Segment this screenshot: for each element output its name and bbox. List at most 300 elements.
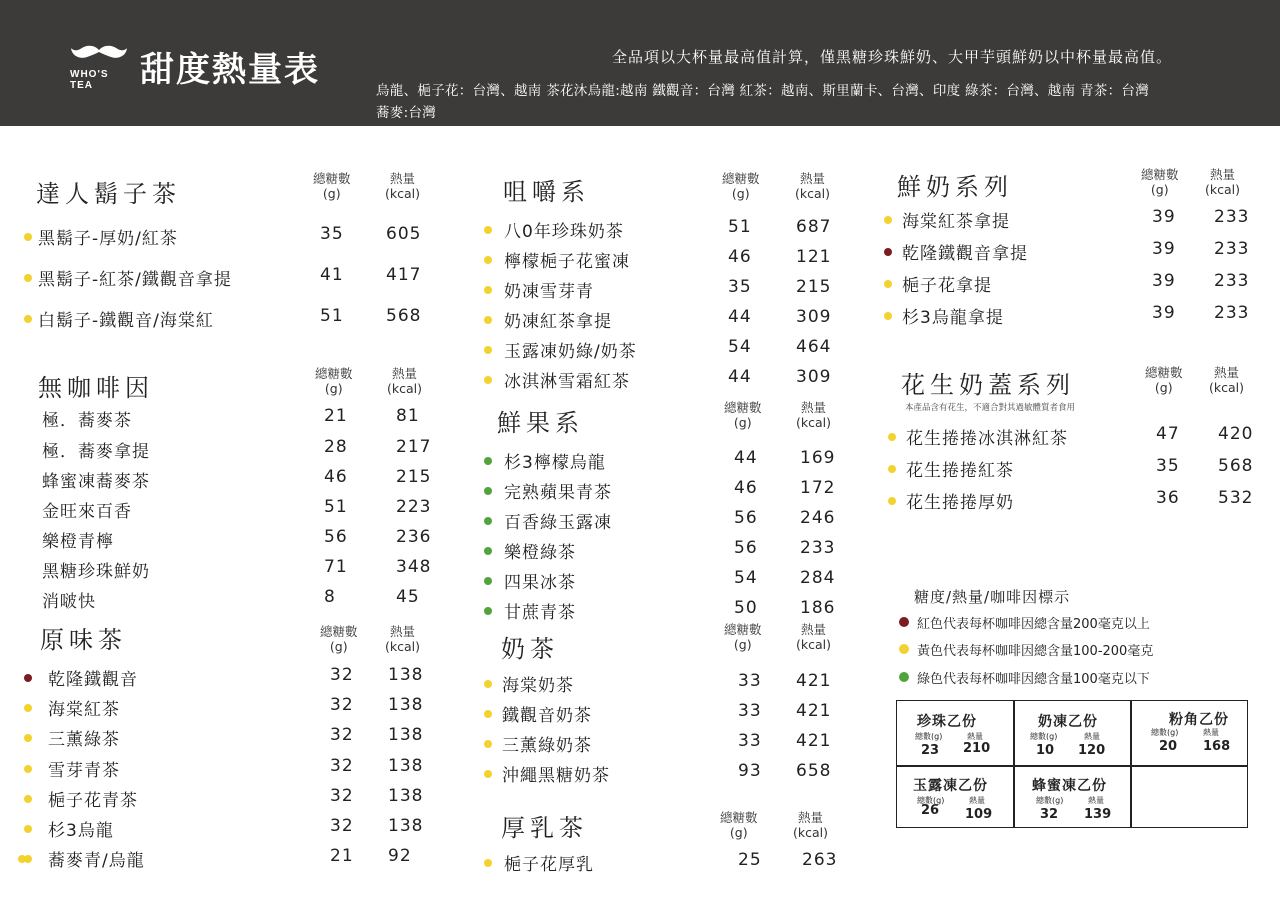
item-calories: 215 (396, 467, 432, 487)
item-name: 蕎麥青/烏龍 (48, 851, 145, 871)
item-name: 奶凍雪芽青 (504, 282, 594, 302)
item-calories: 233 (1214, 271, 1250, 291)
item-name: 梔子花拿提 (902, 276, 992, 296)
original-row (22, 846, 412, 871)
freshmilk-cal-column-header (1205, 167, 1240, 197)
item-calories: 417 (386, 265, 422, 285)
section-title-thickmilk: 厚乳茶 (501, 814, 588, 842)
item-calories: 421 (796, 701, 832, 721)
origin-line-1: 烏龍、梔子花：台灣、越南 茶花沐烏龍:越南 鐵觀音：台灣 紅茶：越南、斯里蘭卡、台灣、印度 綠茶：台灣、越南 青茶：台灣 (376, 83, 1150, 99)
item-name: 海棠紅茶拿提 (902, 212, 1010, 232)
item-name: 極．蕎麥拿提 (42, 442, 150, 462)
addon-sugar: 20 (1159, 739, 1178, 754)
column-header-label: 熱量 (800, 622, 826, 637)
item-sugar: 54 (734, 568, 758, 588)
column-header-unit: (kcal) (1209, 380, 1244, 395)
origin-line-2: 蕎麥:台灣 (376, 105, 437, 121)
yellow-dot-icon (484, 346, 492, 354)
item-sugar: 51 (728, 217, 752, 237)
column-header-unit: (kcal) (795, 186, 830, 201)
item-name: 杉3烏龍拿提 (902, 308, 1004, 328)
column-header-label: 總糖數 (315, 366, 353, 381)
item-name: 杉3檸檬烏龍 (504, 453, 606, 473)
green-dot-icon (484, 487, 492, 495)
freshmilk-row (884, 207, 1264, 231)
yellow-dot-icon (24, 315, 32, 323)
section-title-milktea: 奶茶 (501, 635, 559, 663)
header-bar (0, 0, 1280, 126)
item-calories: 233 (1214, 303, 1250, 323)
section-title-chewy: 咀嚼系 (503, 178, 590, 206)
decaf-row (22, 497, 432, 522)
red-dot-icon (884, 248, 892, 256)
milktea-row (484, 731, 864, 755)
item-calories: 532 (1218, 488, 1254, 508)
column-header-label: 熱量 (391, 366, 417, 381)
item-name: 金旺來百香 (42, 502, 132, 522)
thickmilk-row (484, 850, 864, 874)
legend-text: 綠色代表每杯咖啡因總含量100毫克以下 (917, 672, 1150, 687)
addon-name: 奶凍乙份 (1038, 714, 1098, 730)
item-sugar: 44 (728, 307, 752, 327)
item-sugar: 25 (738, 850, 762, 870)
red-dot-icon (24, 674, 32, 682)
item-name: 極．蕎麥茶 (42, 411, 132, 431)
item-calories: 568 (1218, 456, 1254, 476)
yellow-dot-icon (888, 433, 896, 441)
item-name: 白鬍子-鐵觀音/海棠紅 (38, 311, 214, 331)
yellow-dot-icon (484, 256, 492, 264)
original-row (22, 756, 424, 781)
yellow-dot-icon (484, 286, 492, 294)
addon-cal-label: 熱量 (1088, 796, 1104, 805)
item-sugar: 71 (324, 557, 348, 577)
green-dot-icon (484, 457, 492, 465)
item-calories: 263 (802, 850, 838, 870)
item-sugar: 47 (1156, 424, 1180, 444)
item-name: 花生捲捲冰淇淋紅茶 (906, 429, 1068, 449)
item-calories: 658 (796, 761, 832, 781)
item-sugar: 56 (734, 538, 758, 558)
yellow-dot-icon (18, 855, 26, 863)
item-calories: 138 (388, 725, 424, 745)
original-row (22, 725, 424, 750)
item-calories: 233 (800, 538, 836, 558)
original-row (22, 816, 424, 841)
column-header-unit: (kcal) (387, 381, 422, 396)
section-title-decaf: 無咖啡因 (38, 374, 154, 402)
yellow-dot-icon (484, 859, 492, 867)
item-calories: 420 (1218, 424, 1254, 444)
original-row (22, 786, 424, 811)
item-name: 樂橙綠茶 (504, 543, 576, 563)
decaf-sugar-column-header (315, 366, 353, 396)
column-header-label: 熱量 (389, 624, 415, 639)
yellow-dot-icon (484, 376, 492, 384)
item-name: 蜂蜜凍蕎麥茶 (42, 472, 150, 492)
column-header-unit: (g) (322, 186, 341, 201)
item-calories: 464 (796, 337, 832, 357)
addon-cal: 210 (963, 741, 991, 756)
column-header-unit: (kcal) (385, 639, 420, 654)
item-sugar: 35 (320, 224, 344, 244)
section-title-master: 達人鬍子茶 (36, 180, 181, 208)
section-title-original: 原味茶 (40, 626, 127, 654)
chewy-row (484, 277, 864, 301)
decaf-cal-column-header (387, 366, 422, 396)
item-name: 黑糖珍珠鮮奶 (42, 562, 150, 582)
item-sugar: 39 (1152, 271, 1176, 291)
addon-cal-label: 熱量 (1084, 732, 1100, 741)
addon-sugar: 32 (1040, 807, 1059, 822)
item-sugar: 93 (738, 761, 762, 781)
fruit-row (484, 568, 864, 592)
item-calories: 284 (800, 568, 836, 588)
yellow-dot-icon (24, 765, 32, 773)
item-sugar: 28 (324, 437, 348, 457)
addon-cal: 139 (1084, 807, 1112, 822)
yellow-dot-icon (484, 226, 492, 234)
milktea-cal-column-header (796, 622, 831, 652)
item-name: 乾隆鐵觀音 (48, 670, 138, 690)
item-calories: 687 (796, 217, 832, 237)
item-sugar: 36 (1156, 488, 1180, 508)
item-calories: 605 (386, 224, 422, 244)
item-calories: 138 (388, 816, 424, 836)
item-calories: 236 (396, 527, 432, 547)
addon-cell (1014, 767, 1130, 827)
master-cal-column-header (385, 171, 420, 201)
column-header-label: 總糖數 (320, 624, 358, 639)
original-sugar-column-header (320, 624, 358, 654)
peanut-row (888, 488, 1268, 512)
addon-sugar: 26 (921, 803, 940, 818)
red-dot-icon (899, 617, 909, 627)
fruit-row (484, 478, 864, 502)
column-header-label: 熱量 (1213, 365, 1239, 380)
peanut-row (888, 424, 1268, 448)
item-name: 百香綠玉露凍 (504, 513, 612, 533)
item-name: 雪芽青茶 (48, 761, 120, 781)
item-sugar: 32 (330, 816, 354, 836)
item-calories: 217 (396, 437, 432, 457)
column-header-label: 熱量 (1209, 167, 1235, 182)
item-calories: 172 (800, 478, 836, 498)
chewy-row (484, 247, 864, 271)
peanut-row (888, 456, 1268, 480)
addon-table (896, 700, 1248, 828)
yellow-dot-icon (888, 497, 896, 505)
item-calories: 348 (396, 557, 432, 577)
item-name: 三薰綠奶茶 (502, 736, 592, 756)
addon-sugar-label: 總數(g) (1151, 728, 1179, 737)
item-calories: 309 (796, 367, 832, 387)
green-dot-icon (484, 607, 492, 615)
item-name: 三薰綠茶 (48, 730, 120, 750)
green-dot-icon (484, 517, 492, 525)
item-calories: 92 (388, 846, 412, 866)
item-calories: 215 (796, 277, 832, 297)
thickmilk-sugar-column-header (720, 810, 758, 840)
freshmilk-row (884, 271, 1264, 295)
item-name: 花生捲捲紅茶 (906, 461, 1014, 481)
item-sugar: 32 (330, 725, 354, 745)
item-calories: 309 (796, 307, 832, 327)
column-header-unit: (kcal) (796, 415, 831, 430)
peanut-sugar-column-header (1145, 365, 1183, 395)
item-name: 沖繩黑糖奶茶 (502, 766, 610, 786)
milktea-row (484, 671, 864, 695)
master-row (22, 224, 422, 249)
column-header-label: 熱量 (389, 171, 415, 186)
decaf-row (22, 557, 432, 582)
chewy-row (484, 337, 864, 361)
column-header-unit: (g) (329, 639, 348, 654)
legend-text: 紅色代表每杯咖啡因總含量200毫克以上 (917, 617, 1150, 632)
milktea-row (484, 701, 864, 725)
item-calories: 45 (396, 587, 420, 607)
item-calories: 233 (1214, 207, 1250, 227)
item-sugar: 32 (330, 756, 354, 776)
chewy-sugar-column-header (722, 171, 760, 201)
chewy-row (484, 307, 864, 331)
item-calories: 121 (796, 247, 832, 267)
freshmilk-sugar-column-header (1141, 167, 1179, 197)
item-sugar: 21 (324, 406, 348, 426)
page-title: 甜度熱量表 (140, 50, 320, 90)
item-sugar: 51 (320, 306, 344, 326)
item-sugar: 39 (1152, 303, 1176, 323)
item-name: 玉露凍奶綠/奶茶 (504, 342, 637, 362)
column-header-label: 總糖數 (724, 622, 762, 637)
milktea-row (484, 761, 864, 785)
column-header-unit: (kcal) (1205, 182, 1240, 197)
item-name: 樂橙青檸 (42, 532, 114, 552)
mustache-icon (70, 44, 128, 62)
fruit-cal-column-header (796, 400, 831, 430)
item-sugar: 54 (728, 337, 752, 357)
addon-name: 蜂蜜凍乙份 (1032, 778, 1107, 794)
item-calories: 186 (800, 598, 836, 618)
addon-sugar-label: 總數(g) (917, 796, 945, 805)
chewy-row (484, 217, 864, 241)
yellow-dot-icon (484, 740, 492, 748)
yellow-dot-icon (24, 825, 32, 833)
item-calories: 169 (800, 448, 836, 468)
green-dot-icon (484, 577, 492, 585)
item-name: 黑鬍子-紅茶/鐵觀音拿提 (38, 270, 232, 290)
column-header-label: 總糖數 (724, 400, 762, 415)
item-sugar: 39 (1152, 207, 1176, 227)
decaf-row (22, 527, 432, 552)
item-sugar: 44 (728, 367, 752, 387)
item-calories: 421 (796, 731, 832, 751)
item-sugar: 51 (324, 497, 348, 517)
original-cal-column-header (385, 624, 420, 654)
chewy-row (484, 367, 864, 391)
column-header-unit: (kcal) (796, 637, 831, 652)
item-sugar: 33 (738, 671, 762, 691)
item-name: 鐵觀音奶茶 (502, 706, 592, 726)
item-calories: 233 (1214, 239, 1250, 259)
legend-title: 糖度/熱量/咖啡因標示 (914, 588, 1071, 606)
thickmilk-cal-column-header (793, 810, 828, 840)
addon-cal-label: 熱量 (969, 796, 985, 805)
item-sugar: 41 (320, 265, 344, 285)
item-calories: 138 (388, 695, 424, 715)
fruit-row (484, 538, 864, 562)
header-note: 全品項以大杯量最高值計算，僅黑糖珍珠鮮奶、大甲芋頭鮮奶以中杯量最高值。 (612, 48, 1173, 66)
green-dot-icon (899, 672, 909, 682)
freshmilk-row (884, 303, 1264, 327)
column-header-unit: (g) (729, 825, 748, 840)
item-sugar: 44 (734, 448, 758, 468)
peanut-cal-column-header (1209, 365, 1244, 395)
decaf-row (22, 467, 432, 492)
item-name: 黑鬍子-厚奶/紅茶 (38, 229, 178, 249)
item-calories: 138 (388, 786, 424, 806)
item-calories: 223 (396, 497, 432, 517)
freshmilk-row (884, 239, 1264, 263)
item-sugar: 32 (330, 786, 354, 806)
item-sugar: 56 (734, 508, 758, 528)
column-header-unit: (kcal) (385, 186, 420, 201)
item-name: 海棠奶茶 (502, 676, 574, 696)
column-header-unit: (g) (1150, 182, 1169, 197)
yellow-dot-icon (484, 316, 492, 324)
addon-name: 珍珠乙份 (917, 714, 977, 730)
decaf-row (22, 406, 420, 431)
yellow-dot-icon (899, 644, 909, 654)
item-sugar: 39 (1152, 239, 1176, 259)
section-title-freshmilk: 鮮奶系列 (897, 173, 1013, 201)
item-calories: 138 (388, 665, 424, 685)
item-calories: 138 (388, 756, 424, 776)
column-header-unit: (g) (733, 637, 752, 652)
yellow-dot-icon (24, 274, 32, 282)
item-sugar: 46 (734, 478, 758, 498)
item-name: 檸檬梔子花蜜凍 (504, 252, 630, 272)
yellow-dot-icon (484, 770, 492, 778)
item-name: 完熟蘋果青茶 (504, 483, 612, 503)
item-sugar: 33 (738, 701, 762, 721)
legend-text: 黃色代表每杯咖啡因總含量100-200毫克 (917, 644, 1154, 659)
yellow-dot-icon (888, 465, 896, 473)
decaf-row (22, 587, 420, 612)
item-calories: 246 (800, 508, 836, 528)
addon-sugar-label: 總數(g) (1036, 796, 1064, 805)
yellow-dot-icon (24, 233, 32, 241)
item-name: 消啵快 (42, 592, 96, 612)
item-name: 梔子花厚乳 (504, 855, 594, 875)
addon-cal: 120 (1078, 743, 1106, 758)
column-header-label: 熱量 (799, 171, 825, 186)
item-name: 花生捲捲厚奶 (906, 493, 1014, 513)
item-name: 四果冰茶 (504, 573, 576, 593)
fruit-sugar-column-header (724, 400, 762, 430)
addon-cal: 109 (965, 807, 993, 822)
item-name: 八0年珍珠奶茶 (504, 222, 624, 242)
master-row (22, 265, 422, 290)
item-name: 冰淇淋雪霜紅茶 (504, 372, 630, 392)
item-sugar: 32 (330, 695, 354, 715)
addon-sugar: 10 (1036, 743, 1055, 758)
item-name: 奶凍紅茶拿提 (504, 312, 612, 332)
addon-sugar: 23 (921, 743, 940, 758)
column-header-unit: (g) (324, 381, 343, 396)
item-calories: 568 (386, 306, 422, 326)
yellow-dot-icon (24, 704, 32, 712)
item-name: 乾隆鐵觀音拿提 (902, 244, 1028, 264)
item-sugar: 46 (324, 467, 348, 487)
addon-cell (897, 701, 1013, 765)
addon-cal-label: 熱量 (967, 732, 983, 741)
column-header-unit: (g) (731, 186, 750, 201)
item-sugar: 35 (1156, 456, 1180, 476)
addon-cell (1014, 701, 1130, 765)
column-header-label: 熱量 (800, 400, 826, 415)
item-name: 甘蔗青茶 (504, 603, 576, 623)
column-header-unit: (g) (1154, 380, 1173, 395)
item-sugar: 21 (330, 846, 354, 866)
section-title-peanut: 花生奶蓋系列 (901, 371, 1075, 399)
item-sugar: 46 (728, 247, 752, 267)
master-sugar-column-header (313, 171, 351, 201)
column-header-unit: (g) (733, 415, 752, 430)
milktea-sugar-column-header (724, 622, 762, 652)
chewy-cal-column-header (795, 171, 830, 201)
item-calories: 421 (796, 671, 832, 691)
addon-sugar-label: 總數(g) (915, 732, 943, 741)
fruit-row (484, 508, 864, 532)
logo-text: WHO'S TEA (70, 69, 109, 91)
master-row (22, 306, 422, 331)
item-sugar: 35 (728, 277, 752, 297)
decaf-row (22, 437, 432, 462)
column-header-label: 總糖數 (722, 171, 760, 186)
yellow-dot-icon (484, 710, 492, 718)
column-header-unit: (kcal) (793, 825, 828, 840)
yellow-dot-icon (24, 795, 32, 803)
item-name: 梔子花青茶 (48, 791, 138, 811)
addon-cell (897, 767, 1013, 827)
item-name: 杉3烏龍 (48, 821, 114, 841)
yellow-dot-icon (884, 312, 892, 320)
addon-name: 粉角乙份 (1169, 712, 1229, 728)
column-header-label: 總糖數 (720, 810, 758, 825)
column-header-label: 總糖數 (1141, 167, 1179, 182)
addon-cell (1131, 701, 1247, 765)
item-sugar: 32 (330, 665, 354, 685)
original-row (22, 665, 424, 690)
column-header-label: 總糖數 (313, 171, 351, 186)
origin-info (376, 80, 1266, 124)
yellow-dot-icon (24, 734, 32, 742)
item-sugar: 56 (324, 527, 348, 547)
yellow-dot-icon (884, 280, 892, 288)
peanut-allergy-note: 本產品含有花生，不適合對其過敏體質者食用 (905, 403, 1076, 413)
addon-cal: 168 (1203, 739, 1231, 754)
item-name: 海棠紅茶 (48, 700, 120, 720)
addon-cal-label: 熱量 (1203, 728, 1219, 737)
item-sugar: 8 (324, 587, 336, 607)
green-dot-icon (484, 547, 492, 555)
section-title-fruit: 鮮果系 (497, 409, 584, 437)
addon-sugar-label: 總數(g) (1030, 732, 1058, 741)
yellow-dot-icon (884, 216, 892, 224)
addon-name: 玉露凍乙份 (913, 778, 988, 794)
item-calories: 81 (396, 406, 420, 426)
